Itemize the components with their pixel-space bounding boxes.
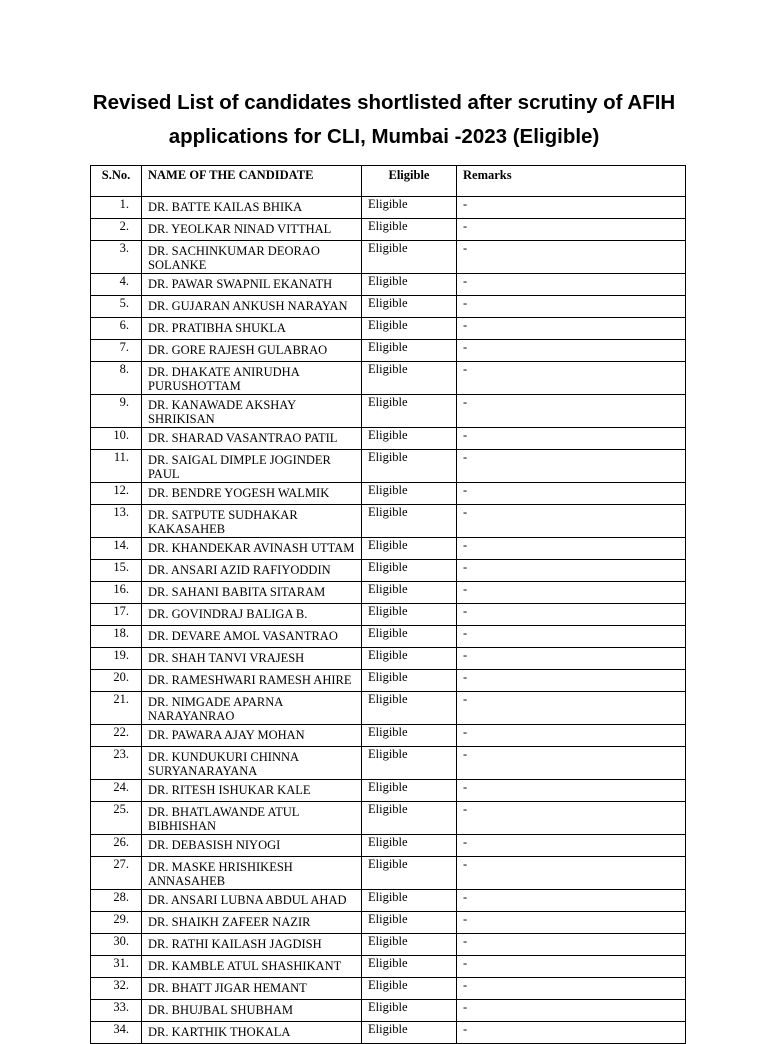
cell-sno: 7. [91, 340, 142, 362]
cell-eligible: Eligible [362, 780, 457, 802]
cell-name: DR. ANSARI LUBNA ABDUL AHAD [142, 890, 362, 912]
cell-eligible: Eligible [362, 560, 457, 582]
cell-eligible: Eligible [362, 340, 457, 362]
table-row [91, 692, 686, 725]
cell-sno: 13. [91, 505, 142, 538]
cell-remarks: - [457, 912, 686, 934]
cell-eligible: Eligible [362, 241, 457, 274]
cell-remarks: - [457, 1000, 686, 1022]
table-row [91, 780, 686, 802]
cell-sno: 8. [91, 362, 142, 395]
cell-name: DR. PAWARA AJAY MOHAN [142, 725, 362, 747]
cell-remarks: - [457, 560, 686, 582]
table-row [91, 747, 686, 780]
cell-sno: 15. [91, 560, 142, 582]
document-title [0, 86, 768, 154]
cell-sno: 29. [91, 912, 142, 934]
cell-remarks: - [457, 692, 686, 725]
cell-name: DR. RAMESHWARI RAMESH AHIRE [142, 670, 362, 692]
table-row [91, 604, 686, 626]
cell-remarks: - [457, 890, 686, 912]
cell-sno: 24. [91, 780, 142, 802]
cell-sno: 21. [91, 692, 142, 725]
cell-name: DR. YEOLKAR NINAD VITTHAL [142, 219, 362, 241]
table-row [91, 274, 686, 296]
cell-name: DR. BHUJBAL SHUBHAM [142, 1000, 362, 1022]
cell-name: DR. BHATLAWANDE ATUL BIBHISHAN [142, 802, 362, 835]
cell-name: DR. GUJARAN ANKUSH NARAYAN [142, 296, 362, 318]
cell-name: DR. BHATT JIGAR HEMANT [142, 978, 362, 1000]
cell-name: DR. SATPUTE SUDHAKAR KAKASAHEB [142, 505, 362, 538]
cell-name: DR. GORE RAJESH GULABRAO [142, 340, 362, 362]
header-sno: S.No. [91, 166, 142, 197]
cell-name: DR. GOVINDRAJ BALIGA B. [142, 604, 362, 626]
cell-eligible: Eligible [362, 318, 457, 340]
cell-eligible: Eligible [362, 747, 457, 780]
cell-sno: 6. [91, 318, 142, 340]
cell-name: DR. MASKE HRISHIKESH ANNASAHEB [142, 857, 362, 890]
cell-eligible: Eligible [362, 648, 457, 670]
cell-eligible: Eligible [362, 428, 457, 450]
cell-name: DR. SAHANI BABITA SITARAM [142, 582, 362, 604]
cell-remarks: - [457, 747, 686, 780]
cell-name: DR. ANSARI AZID RAFIYODDIN [142, 560, 362, 582]
table-row [91, 1000, 686, 1022]
cell-remarks: - [457, 582, 686, 604]
cell-eligible: Eligible [362, 670, 457, 692]
table-row [91, 956, 686, 978]
cell-name: DR. SHAH TANVI VRAJESH [142, 648, 362, 670]
cell-sno: 26. [91, 835, 142, 857]
table-row [91, 483, 686, 505]
table-row [91, 296, 686, 318]
cell-eligible: Eligible [362, 857, 457, 890]
cell-name: DR. SACHINKUMAR DEORAO SOLANKE [142, 241, 362, 274]
table-header-row [91, 166, 686, 197]
title-line-1: Revised List of candidates shortlisted after scrutiny of AFIH [92, 91, 676, 114]
cell-eligible: Eligible [362, 956, 457, 978]
cell-eligible: Eligible [362, 197, 457, 219]
table-row [91, 450, 686, 483]
title-line-2: applications for CLI, Mumbai -2023 (Eligible) [168, 125, 600, 148]
table-row [91, 934, 686, 956]
cell-sno: 34. [91, 1022, 142, 1044]
cell-name: DR. SHAIKH ZAFEER NAZIR [142, 912, 362, 934]
cell-eligible: Eligible [362, 934, 457, 956]
table-row [91, 648, 686, 670]
table-row [91, 725, 686, 747]
cell-eligible: Eligible [362, 890, 457, 912]
cell-sno: 28. [91, 890, 142, 912]
table-row [91, 582, 686, 604]
table-row [91, 505, 686, 538]
candidates-table [90, 165, 686, 1044]
cell-name: DR. KANAWADE AKSHAY SHRIKISAN [142, 395, 362, 428]
cell-eligible: Eligible [362, 483, 457, 505]
cell-remarks: - [457, 725, 686, 747]
cell-name: DR. KAMBLE ATUL SHASHIKANT [142, 956, 362, 978]
cell-eligible: Eligible [362, 835, 457, 857]
cell-remarks: - [457, 857, 686, 890]
cell-remarks: - [457, 505, 686, 538]
cell-eligible: Eligible [362, 626, 457, 648]
table-row [91, 241, 686, 274]
cell-eligible: Eligible [362, 725, 457, 747]
cell-sno: 23. [91, 747, 142, 780]
table-row [91, 219, 686, 241]
cell-name: DR. NIMGADE APARNA NARAYANRAO [142, 692, 362, 725]
header-remarks: Remarks [457, 166, 686, 197]
cell-sno: 27. [91, 857, 142, 890]
cell-sno: 5. [91, 296, 142, 318]
cell-name: DR. KHANDEKAR AVINASH UTTAM [142, 538, 362, 560]
cell-sno: 20. [91, 670, 142, 692]
cell-remarks: - [457, 395, 686, 428]
cell-eligible: Eligible [362, 912, 457, 934]
table-row [91, 428, 686, 450]
cell-eligible: Eligible [362, 219, 457, 241]
cell-sno: 31. [91, 956, 142, 978]
cell-remarks: - [457, 780, 686, 802]
table-row [91, 197, 686, 219]
cell-name: DR. SAIGAL DIMPLE JOGINDER PAUL [142, 450, 362, 483]
cell-remarks: - [457, 296, 686, 318]
cell-name: DR. BENDRE YOGESH WALMIK [142, 483, 362, 505]
cell-sno: 1. [91, 197, 142, 219]
cell-name: DR. BATTE KAILAS BHIKA [142, 197, 362, 219]
table-row [91, 1022, 686, 1044]
cell-sno: 4. [91, 274, 142, 296]
cell-remarks: - [457, 428, 686, 450]
cell-remarks: - [457, 318, 686, 340]
cell-eligible: Eligible [362, 582, 457, 604]
header-eligible: Eligible [362, 166, 457, 197]
cell-name: DR. KARTHIK THOKALA [142, 1022, 362, 1044]
cell-sno: 11. [91, 450, 142, 483]
cell-sno: 18. [91, 626, 142, 648]
header-name: NAME OF THE CANDIDATE [142, 166, 362, 197]
cell-remarks: - [457, 241, 686, 274]
cell-eligible: Eligible [362, 802, 457, 835]
cell-eligible: Eligible [362, 296, 457, 318]
cell-eligible: Eligible [362, 274, 457, 296]
table-row [91, 395, 686, 428]
cell-eligible: Eligible [362, 692, 457, 725]
cell-sno: 9. [91, 395, 142, 428]
cell-sno: 14. [91, 538, 142, 560]
cell-remarks: - [457, 956, 686, 978]
cell-remarks: - [457, 274, 686, 296]
cell-remarks: - [457, 934, 686, 956]
table-row [91, 340, 686, 362]
table-row [91, 802, 686, 835]
cell-remarks: - [457, 670, 686, 692]
cell-eligible: Eligible [362, 450, 457, 483]
table-row [91, 560, 686, 582]
table-row [91, 626, 686, 648]
cell-remarks: - [457, 626, 686, 648]
table-row [91, 835, 686, 857]
table-row [91, 670, 686, 692]
table-row [91, 912, 686, 934]
cell-sno: 10. [91, 428, 142, 450]
cell-remarks: - [457, 483, 686, 505]
cell-name: DR. KUNDUKURI CHINNA SURYANARAYANA [142, 747, 362, 780]
table-row [91, 318, 686, 340]
cell-sno: 16. [91, 582, 142, 604]
cell-remarks: - [457, 604, 686, 626]
cell-sno: 22. [91, 725, 142, 747]
cell-name: DR. DEVARE AMOL VASANTRAO [142, 626, 362, 648]
cell-remarks: - [457, 648, 686, 670]
cell-remarks: - [457, 978, 686, 1000]
cell-remarks: - [457, 450, 686, 483]
cell-remarks: - [457, 835, 686, 857]
cell-sno: 2. [91, 219, 142, 241]
cell-remarks: - [457, 362, 686, 395]
table-row [91, 857, 686, 890]
cell-remarks: - [457, 802, 686, 835]
cell-name: DR. RATHI KAILASH JAGDISH [142, 934, 362, 956]
cell-eligible: Eligible [362, 604, 457, 626]
cell-remarks: - [457, 219, 686, 241]
cell-sno: 3. [91, 241, 142, 274]
table-row [91, 362, 686, 395]
cell-remarks: - [457, 197, 686, 219]
cell-remarks: - [457, 538, 686, 560]
cell-name: DR. PRATIBHA SHUKLA [142, 318, 362, 340]
cell-sno: 25. [91, 802, 142, 835]
cell-eligible: Eligible [362, 1022, 457, 1044]
cell-name: DR. DEBASISH NIYOGI [142, 835, 362, 857]
cell-eligible: Eligible [362, 395, 457, 428]
cell-eligible: Eligible [362, 978, 457, 1000]
cell-remarks: - [457, 340, 686, 362]
cell-sno: 33. [91, 1000, 142, 1022]
cell-name: DR. SHARAD VASANTRAO PATIL [142, 428, 362, 450]
cell-remarks: - [457, 1022, 686, 1044]
table-row [91, 538, 686, 560]
table-row [91, 890, 686, 912]
cell-name: DR. RITESH ISHUKAR KALE [142, 780, 362, 802]
cell-sno: 17. [91, 604, 142, 626]
cell-sno: 19. [91, 648, 142, 670]
cell-sno: 32. [91, 978, 142, 1000]
cell-name: DR. PAWAR SWAPNIL EKANATH [142, 274, 362, 296]
table-row [91, 978, 686, 1000]
cell-eligible: Eligible [362, 1000, 457, 1022]
cell-eligible: Eligible [362, 505, 457, 538]
cell-name: DR. DHAKATE ANIRUDHA PURUSHOTTAM [142, 362, 362, 395]
cell-eligible: Eligible [362, 538, 457, 560]
cell-eligible: Eligible [362, 362, 457, 395]
cell-sno: 30. [91, 934, 142, 956]
cell-sno: 12. [91, 483, 142, 505]
